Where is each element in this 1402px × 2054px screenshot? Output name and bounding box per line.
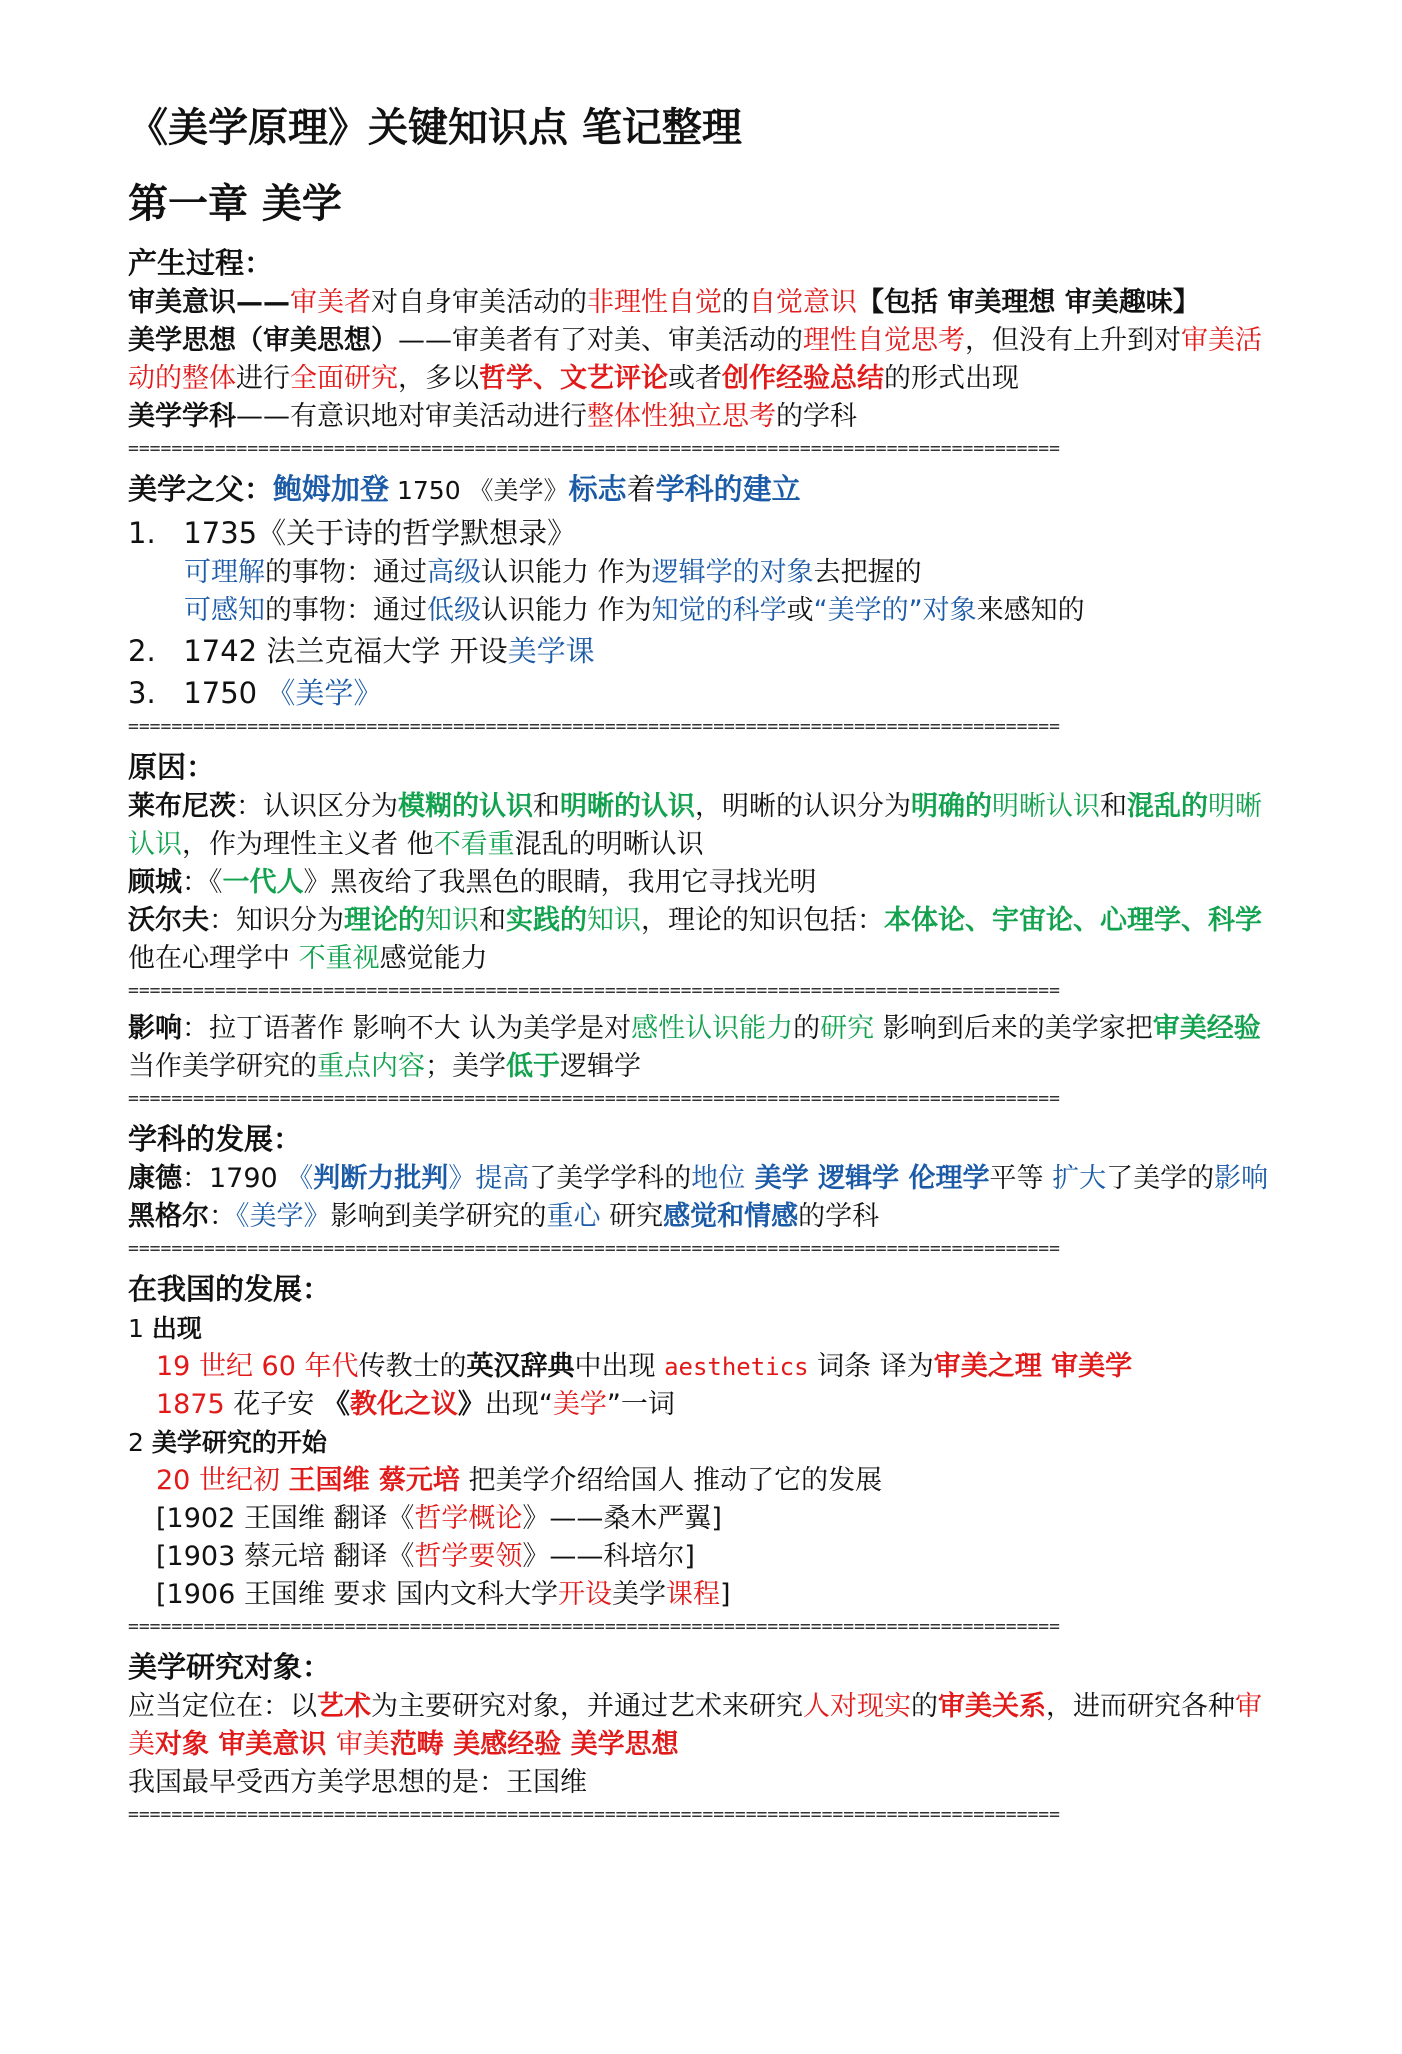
separator: ====================================================================================== (128, 1238, 1060, 1259)
development-kant: 康德：1790 《判断力批判》提高了美学学科的地位 美学 逻辑学 伦理学平等 扩大了美学的影响 (128, 1163, 1269, 1194)
reason-gucheng: 顾城：《一代人》黑夜给了我黑色的眼睛，我用它寻找光明 (128, 867, 817, 898)
object-line-1: 应当定位在：以艺术为主要研究对象，并通过艺术来研究人对现实的审美关系，进而研究各种审美对象 审美意识 审美范畴 美感经验 美学思想 (128, 1691, 1262, 1760)
production-line-2: 美学思想（审美思想）——审美者有了对美、审美活动的理性自觉思考，但没有上升到对审美活动的整体进行全面研究，多以哲学、文艺评论或者创作经验总结的形式出现 (128, 325, 1262, 394)
chapter-title: 第一章 美学 (128, 181, 342, 227)
separator: ====================================================================================== (128, 1616, 1060, 1637)
china-sub-1: 1 出现 (128, 1314, 202, 1343)
development-hegel: 黑格尔：《美学》影响到美学研究的重心 研究感觉和情感的学科 (128, 1201, 880, 1232)
document-page (128, 96, 1278, 1834)
production-line-3: 美学学科——有意识地对审美活动进行整体性独立思考的学科 (128, 401, 857, 432)
china-line-2c: [1903 蔡元培 翻译《哲学要领》——科培尔] (156, 1541, 695, 1572)
china-line-1b: 1875 花子安 《教化之议》出现“美学”一词 (156, 1389, 675, 1420)
father-item-2: 2. 1742 法兰克福大学 开设美学课 (128, 634, 595, 668)
father-item-1: 1. 1735《关于诗的哲学默想录》 (128, 516, 577, 550)
section-heading-father: 美学之父：鲍姆加登 1750 《美学》标志着学科的建立 (128, 472, 801, 506)
section-heading-development: 学科的发展： (128, 1122, 303, 1156)
separator: ====================================================================================== (128, 980, 1060, 1001)
china-sub-2: 2 美学研究的开始 (128, 1428, 327, 1457)
china-line-2d: [1906 王国维 要求 国内文科大学开设美学课程] (156, 1579, 731, 1610)
father-sub-2: 可感知的事物：通过低级认识能力 作为知觉的科学或“美学的”对象来感知的 (184, 595, 1085, 626)
china-line-2a: 20 世纪初 王国维 蔡元培 把美学介绍给国人 推动了它的发展 (156, 1465, 883, 1496)
reason-wolff: 沃尔夫：知识分为理论的知识和实践的知识，理论的知识包括：本体论、宇宙论、心理学、科学 他在心理学中 不重视感觉能力 (128, 905, 1262, 974)
father-sub-1: 可理解的事物：通过高级认识能力 作为逻辑学的对象去把握的 (184, 557, 922, 588)
china-line-1a: 19 世纪 60 年代传教士的英汉辞典中出现 aesthetics 词条 译为审美之理 审美学 (156, 1351, 1133, 1382)
separator: ====================================================================================== (128, 438, 1060, 459)
object-line-2: 我国最早受西方美学思想的是：王国维 (128, 1767, 587, 1798)
production-line-1: 审美意识——审美者对自身审美活动的非理性自觉的自觉意识【包括 审美理想 审美趣味】 (128, 287, 1200, 318)
section-heading-china: 在我国的发展： (128, 1272, 332, 1306)
document-title: 《美学原理》关键知识点 笔记整理 (128, 105, 742, 151)
separator: ====================================================================================== (128, 1088, 1060, 1109)
separator: ====================================================================================== (128, 716, 1060, 737)
section-heading-object: 美学研究对象： (128, 1650, 332, 1684)
father-item-3: 3. 1750 《美学》 (128, 676, 383, 710)
reason-leibniz: 莱布尼茨：认识区分为模糊的认识和明晰的认识，明晰的认识分为明确的明晰认识和混乱的明晰认识，作为理性主义者 他不看重混乱的明晰认识 (128, 791, 1262, 860)
section-heading-production: 产生过程： (128, 246, 274, 280)
section-heading-reason: 原因： (128, 750, 216, 784)
china-line-2b: [1902 王国维 翻译《哲学概论》——桑木严翼] (156, 1503, 722, 1534)
separator: ====================================================================================== (128, 1804, 1060, 1825)
influence-line: 影响：拉丁语著作 影响不大 认为美学是对感性认识能力的研究 影响到后来的美学家把审美经验当作美学研究的重点内容；美学低于逻辑学 (128, 1013, 1261, 1082)
